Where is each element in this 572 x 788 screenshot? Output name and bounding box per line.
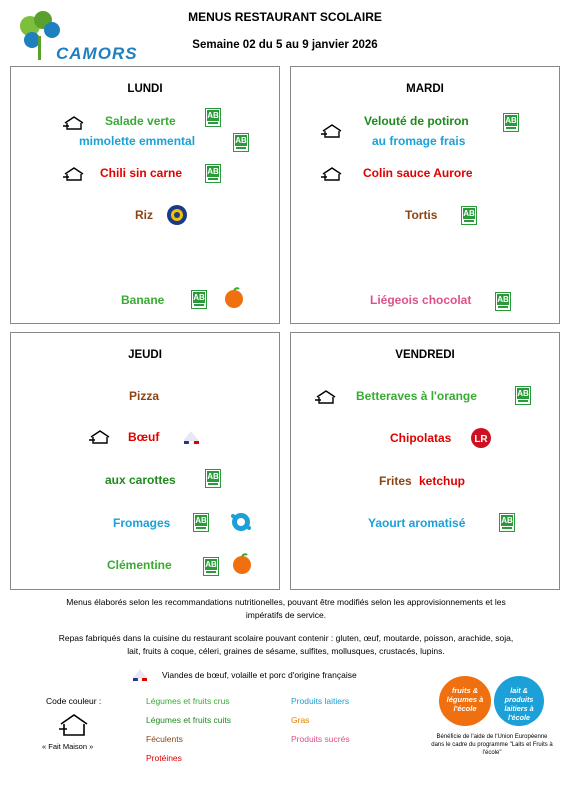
ab-organic-icon: AB xyxy=(203,557,219,576)
fruits-ecole-logo-icon: fruits & légumes à l'école xyxy=(439,676,491,726)
day-box-lundi xyxy=(10,66,280,324)
dish: Chili sin carne xyxy=(100,166,183,180)
dish: aux carottes xyxy=(105,473,176,487)
origin-note: Viandes de bœuf, volaille et porc d'origine française xyxy=(162,670,357,680)
day-box-mardi xyxy=(290,66,560,324)
ab-organic-icon: AB xyxy=(205,469,221,488)
dish: Chipolatas xyxy=(390,431,452,445)
ab-organic-icon: AB xyxy=(495,292,511,311)
dish: Clémentine xyxy=(107,558,172,572)
ab-organic-icon: AB xyxy=(191,290,207,309)
day-title: LUNDI xyxy=(127,83,163,95)
dish: Velouté de potiron xyxy=(364,114,469,128)
camors-logo xyxy=(10,6,140,64)
fait-maison-icon xyxy=(61,166,87,182)
dish: au fromage frais xyxy=(372,134,466,148)
legend-item-crus: Légumes et fruits crus xyxy=(146,696,230,706)
dish: Frites xyxy=(379,474,412,488)
day-title: MARDI xyxy=(406,83,444,95)
dish: Bœuf xyxy=(128,430,160,444)
legend-item-proteines: Protéines xyxy=(146,753,182,763)
ab-organic-icon: AB xyxy=(193,513,209,532)
fait-maison-icon xyxy=(61,115,87,131)
ab-organic-icon: AB xyxy=(233,133,249,152)
legend-item-cuits: Légumes et fruits cuits xyxy=(146,715,232,725)
legend-item-feculents: Féculents xyxy=(146,734,183,744)
fait-maison-label: « Fait Maison » xyxy=(42,742,94,751)
dish: Colin sauce Aurore xyxy=(363,166,473,180)
day-box-jeudi xyxy=(10,332,280,590)
ab-organic-icon: AB xyxy=(205,108,221,127)
fruits-ecole-icon xyxy=(223,287,245,309)
week-subtitle: Semaine 02 du 5 au 9 janvier 2026 xyxy=(192,39,378,51)
legend-item-laitiers: Produits laitiers xyxy=(291,696,350,706)
dish: Yaourt aromatisé xyxy=(368,516,466,530)
label-rouge-icon xyxy=(469,427,493,449)
legend-title: Code couleur : xyxy=(46,696,102,706)
fait-maison-icon xyxy=(313,389,339,405)
dish: Fromages xyxy=(113,516,171,530)
dish: Riz xyxy=(135,208,153,222)
dish: mimolette emmental xyxy=(79,134,196,148)
ab-organic-icon: AB xyxy=(503,113,519,132)
dish: Liégeois chocolat xyxy=(370,293,472,307)
legend-item-gras: Gras xyxy=(291,715,310,725)
ab-organic-icon: AB xyxy=(499,513,515,532)
ab-organic-icon: AB xyxy=(515,386,531,405)
day-title: JEUDI xyxy=(128,349,162,361)
dish: Banane xyxy=(121,293,165,307)
igp-label-icon xyxy=(166,204,188,226)
viande-france-icon xyxy=(131,668,149,682)
dish: Betteraves à l'orange xyxy=(356,389,477,403)
notes-block: Menus élaborés selon les recommandations nutritionelles, pouvant être modifiés selon les approvisionnements et les impératifs de service. xyxy=(66,597,506,620)
dish: Pizza xyxy=(129,389,160,403)
page-title: MENUS RESTAURANT SCOLAIRE xyxy=(188,10,382,24)
lait-ecole-icon xyxy=(229,510,253,534)
brand-name: CAMORS xyxy=(56,44,138,63)
fait-maison-icon xyxy=(56,713,92,739)
fait-maison-icon xyxy=(87,429,113,445)
svg-text:LR: LR xyxy=(474,434,488,445)
ab-organic-icon: AB xyxy=(205,164,221,183)
day-title: VENDREDI xyxy=(395,349,455,361)
dish: ketchup xyxy=(419,474,466,488)
dish: Tortis xyxy=(405,208,438,222)
legend-item-sucres: Produits sucrés xyxy=(291,734,350,744)
fait-maison-icon xyxy=(319,123,345,139)
day-box-vendredi xyxy=(290,332,560,590)
lait-ecole-logo-icon: lait & produits laitiers à l'école xyxy=(494,676,544,726)
ab-organic-icon: AB xyxy=(461,206,477,225)
eu-funding-note: Bénéficie de l'aide de l'Union Européenne dans le cadre du programme "Laits et Fruits à l'école" xyxy=(431,734,553,756)
viande-france-icon xyxy=(181,429,201,445)
allergens-block: Repas fabriqués dans la cuisine du restaurant scolaire pouvant contenir : gluten, œuf, moutarde, poisson, arachide, soja, lait, fruits à coque, céleri, graines de sésame, sulfites, mollusques, crustacés, lupins. xyxy=(58,633,514,656)
fruits-ecole-icon xyxy=(231,553,253,575)
dish: Salade verte xyxy=(105,114,176,128)
fait-maison-icon xyxy=(319,166,345,182)
